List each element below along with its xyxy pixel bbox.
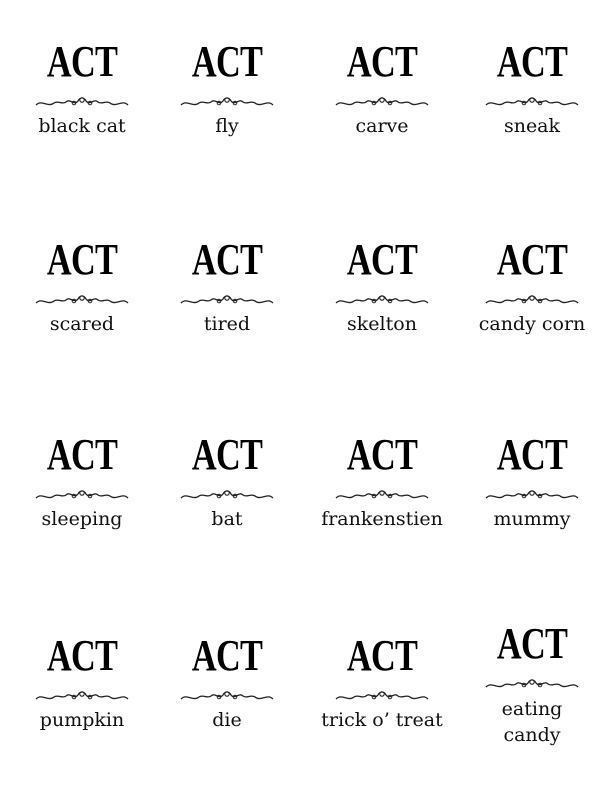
card-title: ACT [191,235,263,284]
flourish-divider-icon [34,487,130,503]
flourish-divider-icon [334,688,430,704]
card-word: candy corn [478,313,586,335]
card-black-cat [7,37,157,190]
card-word: black cat [38,115,126,137]
card-candy-corn [457,235,607,388]
flourish-divider-icon [484,94,580,110]
flourish-divider-icon [484,676,580,692]
card-title: ACT [346,631,418,680]
flourish-divider-icon [484,292,580,308]
card-title: ACT [496,430,568,479]
flourish-divider-icon [34,94,130,110]
card-carve [307,37,457,190]
flourish-divider-icon [179,688,275,704]
flourish-divider-icon [334,292,430,308]
card-sleeping [7,430,157,583]
card-tired [152,235,302,388]
card-word: trick o’ treat [321,709,443,731]
flourish-divider-icon [34,688,130,704]
card-mummy [457,430,607,583]
flourish-divider-icon [179,292,275,308]
card-fly [152,37,302,190]
card-title: ACT [346,235,418,284]
card-title: ACT [496,235,568,284]
card-title: ACT [496,37,568,86]
card-word: sleeping [41,508,123,530]
flourish-divider-icon [334,487,430,503]
card-scared [7,235,157,388]
card-title: ACT [46,430,118,479]
card-word: eating candy [501,698,563,746]
card-pumpkin [7,631,157,784]
card-word: frankenstien [321,508,443,530]
card-word: tired [203,313,251,335]
card-title: ACT [191,37,263,86]
card-title: ACT [346,430,418,479]
card-word: scared [49,313,115,335]
flourish-divider-icon [34,292,130,308]
flourish-divider-icon [179,94,275,110]
card-word: mummy [493,508,571,530]
card-bat [152,430,302,583]
card-skelton [307,235,457,388]
card-sneak [457,37,607,190]
card-trick-o-treat [307,631,457,784]
flourish-divider-icon [484,487,580,503]
card-word: carve [355,115,409,137]
flourish-divider-icon [179,487,275,503]
card-word: die [212,709,242,731]
card-word: bat [211,508,243,530]
card-word: fly [215,115,239,137]
card-eating-candy [457,619,607,772]
card-title: ACT [191,631,263,680]
card-title: ACT [191,430,263,479]
card-word: pumpkin [39,709,125,731]
card-title: ACT [46,37,118,86]
card-frankenstien [307,430,457,583]
card-word: sneak [503,115,561,137]
card-word: skelton [347,313,417,335]
card-title: ACT [46,235,118,284]
flourish-divider-icon [334,94,430,110]
card-title: ACT [46,631,118,680]
card-die [152,631,302,784]
card-title: ACT [496,619,568,668]
card-title: ACT [346,37,418,86]
